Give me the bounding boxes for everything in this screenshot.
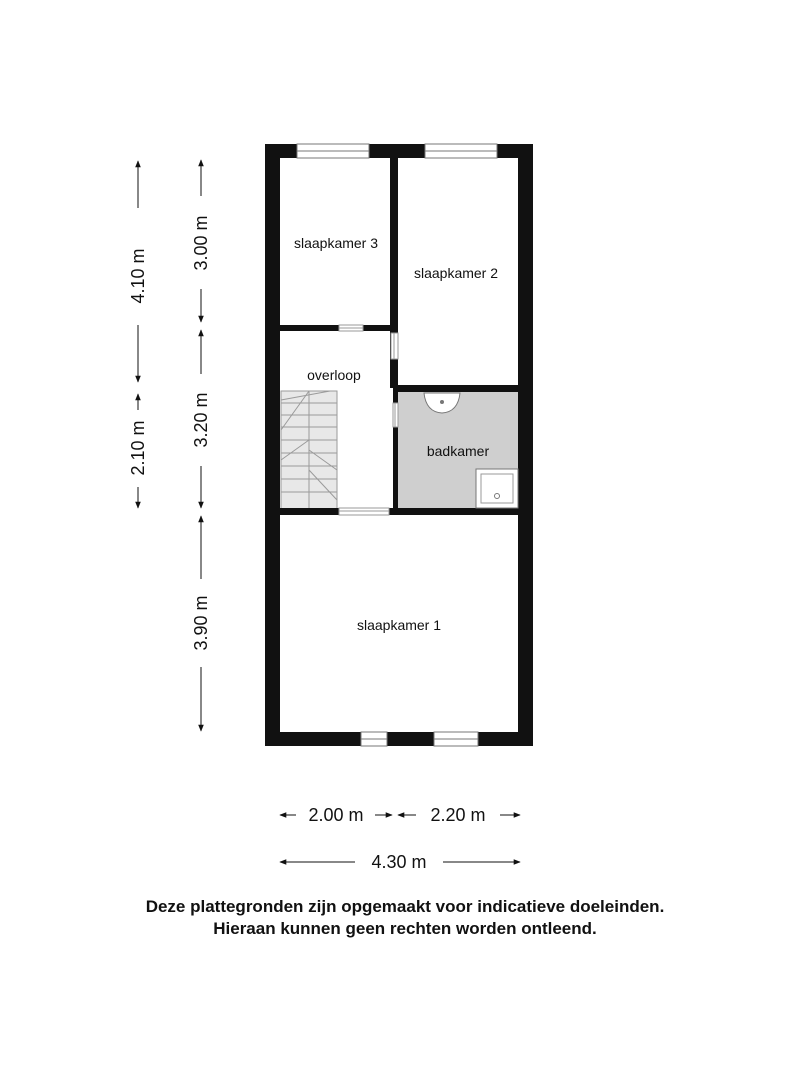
- shower-tray: [476, 469, 518, 508]
- dim-label-4-30: 4.30 m: [371, 852, 427, 872]
- dim-label-3-90: 3.90 m: [191, 595, 211, 651]
- room-label-slaapkamer-2: slaapkamer 2: [413, 265, 499, 281]
- room-label-overloop: overloop: [307, 367, 361, 383]
- room-label-badkamer: badkamer: [426, 443, 490, 459]
- staircase: [281, 391, 337, 511]
- dim-label-3-00: 3.00 m: [191, 215, 211, 271]
- dim-label-2-00: 2.00 m: [308, 805, 364, 825]
- dim-label-2-10: 2.10 m: [128, 420, 148, 476]
- room-label-slaapkamer-3: slaapkamer 3: [293, 235, 379, 251]
- dimension-bottom-total: [280, 852, 520, 872]
- dimension-left-outer: [128, 161, 148, 508]
- dim-label-4-10: 4.10 m: [128, 248, 148, 304]
- dim-label-3-20: 3.20 m: [191, 392, 211, 448]
- dim-label-2-20: 2.20 m: [430, 805, 486, 825]
- dimension-bottom-row1: [280, 805, 520, 825]
- dimension-left-inner: [191, 160, 211, 731]
- disclaimer-line-2: Hieraan kunnen geen rechten worden ontleend.: [213, 919, 597, 938]
- disclaimer-line-1: Deze plattegronden zijn opgemaakt voor indicatieve doeleinden.: [145, 897, 665, 916]
- room-label-slaapkamer-1: slaapkamer 1: [356, 617, 442, 633]
